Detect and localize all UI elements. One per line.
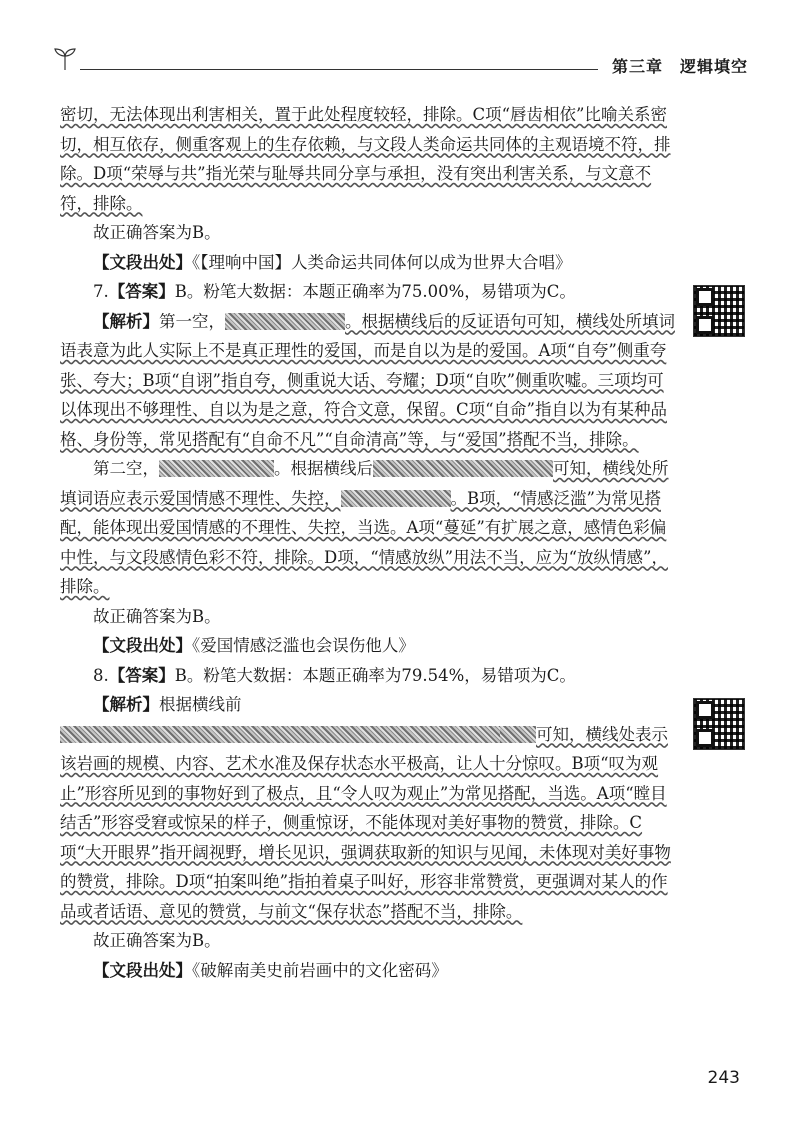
paragraph-text: 密切，无法体现出利害相关，置于此处程度较轻，排除。C项“唇齿相依”比喻关系密切，相互依存，侧重客观上的生存依赖，与文段人类命运共同体的主观语境不符，排除。D项“荣辱与共”指光荣与耻辱共同分享与承担，没有突出利害关系，与文意不符，排除。 (60, 105, 671, 213)
redacted-block (341, 490, 451, 507)
question-number: 8. (93, 665, 109, 685)
redacted-block (225, 313, 345, 330)
page-number: 243 (707, 1068, 740, 1088)
page-content (60, 100, 680, 985)
page-header (52, 44, 748, 84)
analysis-text: 。根据横线后 (274, 459, 373, 478)
answer-8 (60, 661, 680, 691)
source-text: 《【理响中国】人类命运共同体何以成为世界大合唱》 (192, 252, 572, 272)
source-line-6 (60, 248, 680, 278)
chapter-title: 第三章 逻辑填空 (611, 57, 748, 76)
header-rule (80, 69, 598, 70)
redacted-block (373, 460, 553, 477)
analysis-text: 第一空， (159, 311, 225, 331)
analysis-text: 可知，横线处表示该岩画的规模、内容、艺术水准及保存状态水平极高，让人十分惊叹。B项“叹为观止”形容所见到的事物好到了极点，且“令人叹为观止”为常见搭配，当选。A项“瞠目结舌”形容受窘或惊呆的样子，侧重惊讶，不能体现对美好事物的赞赏，排除。C项“大开眼界”指开阔视野，增长见识，强调获取新的知识与见闻，未体现对美好事物的赞赏，排除。D项“拍案叫绝”指拍着桌子叫好，形容非常赞赏，更强调对某人的作品或者话语、意见的赞赏，与前文“保存状态”搭配不当，排除。 (60, 724, 671, 921)
source-label: 【文段出处】 (93, 960, 192, 980)
analysis-text: 。B项，“情感泛滥”为常见搭配，能体现出爱国情感的不理性、失控，当选。A项“蔓延”有扩展之意，感情色彩偏中性，与文段感情色彩不符，排除。D项，“情感放纵”用法不当，应为“放纵情感”，排除。 (60, 488, 668, 596)
answer-line-7: 故正确答案为B。 (93, 606, 221, 626)
redacted-block (500, 726, 536, 743)
redacted-block (159, 460, 274, 477)
paragraph-1 (60, 100, 680, 218)
source-line-8 (60, 956, 680, 986)
source-label: 【文段出处】 (93, 252, 192, 272)
answer-text: B。粉笔大数据：本题正确率为79.54%，易错项为C。 (174, 665, 576, 685)
redacted-block (60, 726, 500, 743)
analysis-label: 【解析】 (93, 695, 159, 714)
analysis-7-para-1 (60, 307, 680, 455)
analysis-label: 【解析】 (93, 311, 159, 331)
answer-line-6: 故正确答案为B。 (93, 223, 221, 242)
answer-7 (60, 277, 680, 307)
qr-code-icon[interactable] (693, 285, 745, 337)
analysis-text: 。根据横线后的反证语句可知，横线处所填词语表意为此人实际上不是真正理性的爱国，而是自以为是的爱国。A项“自夸”侧重夸张、夸大；B项“自诩”指自夸，侧重说大话、夸耀；D项“自吹”侧重吹嘘。三项均可以体现出不够理性、自以为是之意，符合文意，保留。C项“自命”指自以为有某种品格、身份等，常见搭配有“自命不凡”“自命清高”等，与“爱国”搭配不当，排除。 (60, 311, 675, 449)
analysis-text: 第二空， (93, 459, 159, 478)
source-label: 【文段出处】 (93, 636, 192, 655)
analysis-text: 根据横线前 (159, 695, 242, 714)
answer-label: 【答案】 (108, 282, 175, 301)
analysis-7-para-2 (60, 454, 680, 602)
answer-label: 【答案】 (108, 665, 175, 685)
question-number: 7. (93, 282, 109, 301)
answer-text: B。粉笔大数据：本题正确率为75.00%，易错项为C。 (174, 282, 576, 301)
source-line-7 (60, 631, 680, 661)
source-text: 《破解南美史前岩画中的文化密码》 (192, 960, 448, 980)
analysis-8 (60, 690, 680, 926)
source-text: 《爱国情感泛滥也会误伤他人》 (192, 636, 415, 655)
answer-line-8: 故正确答案为B。 (93, 931, 221, 950)
qr-code-icon[interactable] (693, 698, 745, 750)
leaf-icon (52, 46, 78, 72)
analysis-text: 可知，横线处所填词语应表示爱国情感不理性、失控， (60, 459, 669, 508)
